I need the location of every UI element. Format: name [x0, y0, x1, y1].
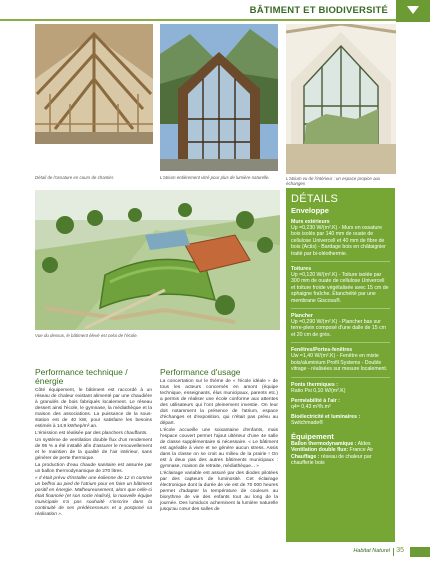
- photo-glazed-atrium: [160, 24, 278, 171]
- column-heading: Performance d'usage: [160, 367, 241, 377]
- detail-text: Up =0,290 W/(m².K) - Plancher bas sur terre-plein composé d'une dalle de 15 cm et 20 cm de grès.: [291, 319, 386, 338]
- equipment-value: France Air: [349, 447, 374, 454]
- details-title: DÉTAILS: [291, 193, 339, 205]
- detail-text: Uw =1,40 W/(m².K) - Fenêtre en mixte bois/aluminium Profil Systems - Double vitrage - réalisées sur mesure localement.: [291, 353, 388, 373]
- equipment-label: Ventilation double flux:: [291, 447, 349, 454]
- envelope-heading: Enveloppe: [291, 206, 329, 215]
- paragraph: L'émission est réalisée par des planchers chauffants.: [35, 431, 148, 436]
- details-sidebar: [286, 188, 395, 542]
- photo-timber-frame: [35, 24, 153, 144]
- page-number: 35: [396, 547, 404, 554]
- equipment-heading: Équipement: [291, 431, 334, 441]
- detail-text: Up =0,120 W/(m².K) - Toiture isolée par 300 mm de ouate de cellulose Univercell et toiture froide végétalisée avec 15 cm de sphaigne fraîche. Étanchéité par une membrane Giscosa®.: [291, 272, 389, 304]
- detail-label: Ponts thermiques :: [291, 381, 338, 388]
- detail-divider: [291, 342, 390, 343]
- caption-photo4: Vue du dessus, le bâtiment élevé est celui de l'école.: [35, 333, 138, 338]
- column-heading: Performance technique / énergie: [35, 367, 128, 386]
- page-header: [0, 0, 430, 24]
- equipment-label: Chauffage :: [291, 453, 320, 460]
- footer-accent-bar: [410, 547, 430, 557]
- equipment-value: réseau de chaleur par chaufferie bois: [291, 453, 372, 466]
- page-footer: [0, 547, 430, 561]
- paragraph: L'école accueille une soixantaine d'enfants, mais l'espace couvert permet l'ajout ultérieur d'une 4e salle de classe supplémentaire si nécessaire. « Le bâtiment est agréable à vivre et ne génère aucun stress. Assis dans la classe on se croit au milieu de la prairie ! On est à deux pas des autres bâtiments municipaux : gymnase, maison de retraite, médiathèque... »: [160, 428, 278, 469]
- caption-photo1: Détail de l'ossature en cours de chantier.: [35, 175, 115, 180]
- detail-label: Perméabilité à l'air :: [291, 397, 340, 404]
- detail-text: Up =0,230 W/(m².K) - Murs en ossature bois isolés par 140 mm de ouate de cellulose Univercell et 40 mm de fibre de bois (Actis) - Bardage bois en châtaignier traité par bi-oléothermie.: [291, 225, 386, 257]
- detail-divider: [291, 308, 390, 309]
- article-column-usage: [160, 368, 278, 514]
- paragraph: Côté équipement, le bâtiment est raccordé à un réseau de chaleur existant alimenté par une chaudière à granulés de bois fabriqués localement. Le réseau dessert ainsi l'école, le gymnase, la médiathèque et la maison des associations. La puissance de la sous-station est de 40 kW, pour satisfaire les besoins estimés à 14,9 kWhep/m².an.: [35, 388, 152, 429]
- article-column-technical: [35, 368, 152, 519]
- equipment-item: [291, 454, 390, 467]
- detail-divider: [291, 261, 390, 262]
- paragraph: La concertation sur le thème de « l'école idéale » de tous les acteurs concernés en amont (équipe technique, enseignants, élus municipaux, parents etc.) a permis de réaliser une école conforme aux attentes des utilisateurs qui l'ont pleinement investie. On leur doit notamment la présence de l'atrium, espace d'échanges et d'exposition, qui n'était pas prévu au départ.: [160, 379, 278, 426]
- detail-label: Murs extérieurs: [291, 219, 330, 225]
- quote-paragraph: « Il était prévu d'installer une éolienne de 12 m comme un beffroi au pied de l'atrium pour en faire un bâtiment positif en énergie. Malheureusement, alors que celle-ci était financée (et son socle réalisé), la nouvelle équipe municipale n'a pas souhaité s'inscrire dans la continuité de ses prédécesseurs et a postposé sa réalisation ».: [35, 476, 152, 517]
- section-tab-arrow-icon: [396, 0, 430, 22]
- detail-text: q4= 0,43 m³/h.m²: [291, 403, 331, 410]
- header-rule: [0, 19, 430, 21]
- detail-text: Ratio Psi 0,10 W/(m².K): [291, 387, 346, 394]
- section-title: BÂTIMENT ET BIODIVERSITÉ: [249, 5, 388, 16]
- detail-text: Switchmade®: [291, 420, 324, 427]
- equipment-value: Aldes: [357, 440, 371, 447]
- detail-label: Plancher: [291, 313, 313, 320]
- detail-label: Toitures: [291, 266, 312, 273]
- magazine-brand: Habitat Naturel: [353, 548, 390, 554]
- detail-label: Fenêtres/Portes-fenêtres: [291, 347, 353, 354]
- detail-divider: [291, 377, 390, 378]
- footer-divider: [393, 548, 394, 556]
- detail-label: Bioélectricité et luminaires :: [291, 414, 361, 421]
- paragraph: L'éclairage variable est assuré par des diodes pilotées par des capteurs de luminosité. Cet éclairage électronique dont la durée de vie est de 70 000 heures permet d'adapter la température de couleurs au biorythme de vie des enfants tout au long de la journée. Des lumiducs acheminent la lumière naturelle jusqu'au cœur des salles de: [160, 471, 278, 512]
- paragraph: La production d'eau chaude sanitaire est assurée par un ballon thermodynamique de 270 litres.: [35, 463, 152, 474]
- photo-aerial-render: [35, 190, 280, 330]
- equipment-label: Ballon thermodynamique :: [291, 440, 357, 447]
- photo-atrium-interior: [286, 24, 396, 174]
- paragraph: Un système de ventilation double flux d'un rendement de 95 % a été installé afin d'assurer le renouvellement et le maintien de la qualité de l'air intérieur, sans générer de perte thermique.: [35, 438, 152, 461]
- caption-photo3: L'atrium vu de l'intérieur : un espace propice aux échanges: [286, 176, 381, 187]
- caption-photo2: L'atrium entièrement vitré pour plus de lumière naturelle.: [160, 175, 270, 180]
